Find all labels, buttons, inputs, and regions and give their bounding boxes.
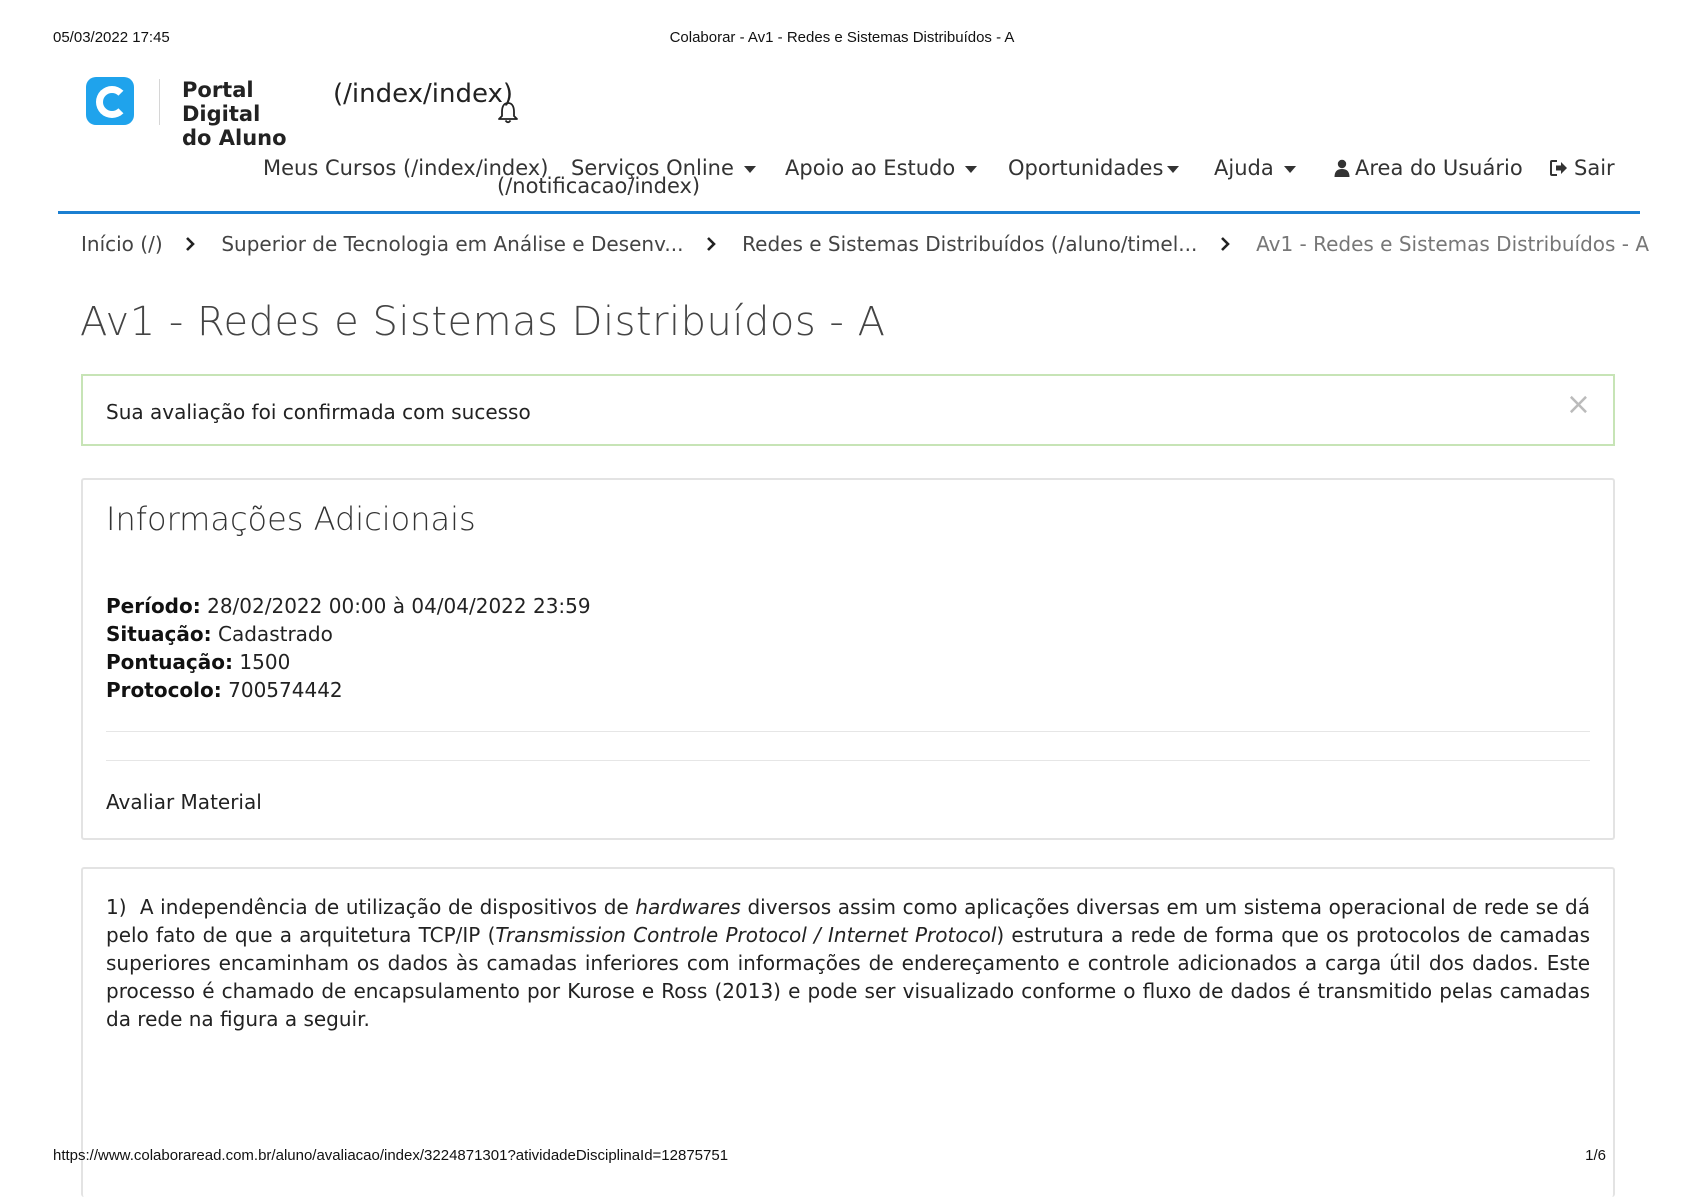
breadcrumb-current: Av1 - Redes e Sistemas Distribuídos - A	[1256, 231, 1650, 256]
colaborar-logo-icon[interactable]	[86, 77, 134, 125]
question-number: 1)	[106, 895, 127, 919]
nav-meus-cursos[interactable]: Meus Cursos (/index/index)	[263, 156, 549, 180]
breadcrumb-home[interactable]: Início (/)	[81, 231, 163, 256]
info-row-protocolo	[106, 676, 591, 704]
print-doc-title: Colaborar - Av1 - Redes e Sistemas Distribuídos - A	[669, 29, 1015, 46]
nav-ajuda[interactable]	[1214, 156, 1296, 180]
breadcrumb	[81, 230, 1649, 256]
chevron-down-icon	[744, 166, 756, 173]
user-icon	[1334, 159, 1350, 177]
notification-link[interactable]: (/notificacao/index)	[497, 174, 701, 198]
info-panel-title: Informações Adicionais	[106, 500, 476, 538]
info-panel	[81, 478, 1615, 840]
nav-oportunidades-label: Oportunidades	[1008, 156, 1164, 180]
alert-message: Sua avaliação foi confirmada com sucesso	[106, 400, 531, 424]
chevron-down-icon	[965, 166, 977, 173]
chevron-right-icon	[1216, 235, 1234, 253]
brand-name[interactable]	[182, 78, 332, 150]
question-part: diversos assim como aplicações diversas em um sistema operacional de rede se dá pelo fato de que a arquitetura TCP/IP (	[106, 895, 1591, 947]
info-details	[106, 592, 591, 704]
print-footer	[0, 1147, 1684, 1169]
breadcrumb-course[interactable]: Superior de Tecnologia em Análise e Desenv...	[221, 231, 684, 256]
success-alert	[81, 374, 1615, 446]
nav-usuario-label: Area do Usuário	[1355, 156, 1523, 180]
divider	[106, 731, 1590, 732]
brand-line1: Portal Digital	[182, 78, 261, 126]
info-row-periodo	[106, 592, 591, 620]
sign-out-icon	[1550, 160, 1568, 176]
info-row-pontuacao	[106, 648, 591, 676]
pontuacao-value: 1500	[239, 650, 291, 674]
info-row-situacao	[106, 620, 591, 648]
pontuacao-label: Pontuação:	[106, 650, 234, 674]
question-part-italic: Transmission Controle Protocol / Internet Protocol	[495, 923, 997, 947]
bell-icon[interactable]	[497, 100, 519, 124]
question-part-italic: hardwares	[635, 895, 741, 919]
brand-line2: do Aluno	[182, 126, 287, 150]
close-icon[interactable]: ×	[1565, 387, 1591, 422]
situacao-label: Situação:	[106, 622, 212, 646]
logo-divider	[159, 79, 160, 125]
breadcrumb-discipline[interactable]: Redes e Sistemas Distribuídos (/aluno/timel...	[742, 231, 1198, 256]
question-part: ) estrutura a rede de forma que os protocolos de camadas superiores encaminham os dados às camadas inferiores com informações de endereçamento e controle adicionados a carga útil dos dados. Este processo é chamado de encapsulamento por Kurose e Ross (2013) e pode ser visualizado conforme o fluxo de dados é transmitido pelas camadas da rede na figura a seguir.	[106, 923, 1590, 1031]
question-text	[106, 893, 1590, 1033]
brand-link[interactable]: (/index/index)	[333, 79, 514, 109]
question-part: A independência de utilização de dispositivos de	[139, 895, 636, 919]
situacao-value: Cadastrado	[218, 622, 333, 646]
main-nav	[0, 156, 1684, 196]
periodo-value: 28/02/2022 00:00 à 04/04/2022 23:59	[207, 594, 591, 618]
print-datetime: 05/03/2022 17:45	[53, 29, 170, 46]
rate-material-link[interactable]: Avaliar Material	[106, 790, 262, 814]
nav-divider	[58, 211, 1640, 214]
nav-ajuda-label: Ajuda	[1214, 156, 1274, 180]
print-page-number: 1/6	[1585, 1147, 1606, 1164]
protocolo-label: Protocolo:	[106, 678, 222, 702]
nav-apoio-label: Apoio ao Estudo	[785, 156, 956, 180]
nav-area-usuario[interactable]	[1334, 156, 1523, 180]
chevron-right-icon	[181, 235, 199, 253]
nav-oportunidades[interactable]	[1008, 156, 1179, 180]
nav-apoio-estudo[interactable]	[785, 156, 977, 180]
protocolo-value: 700574442	[228, 678, 343, 702]
nav-sair-label: Sair	[1574, 156, 1615, 180]
print-url: https://www.colaboraread.com.br/aluno/avaliacao/index/3224871301?atividadeDisciplinaId=12875751	[53, 1147, 729, 1164]
nav-servicos-label: Serviços Online	[571, 156, 734, 180]
periodo-label: Período:	[106, 594, 201, 618]
chevron-down-icon	[1284, 166, 1296, 173]
chevron-down-icon	[1167, 166, 1179, 173]
divider	[106, 760, 1590, 761]
page-title: Av1 - Redes e Sistemas Distribuídos - A	[80, 299, 886, 345]
print-header	[0, 29, 1684, 51]
chevron-right-icon	[702, 235, 720, 253]
nav-sair[interactable]	[1550, 156, 1615, 180]
